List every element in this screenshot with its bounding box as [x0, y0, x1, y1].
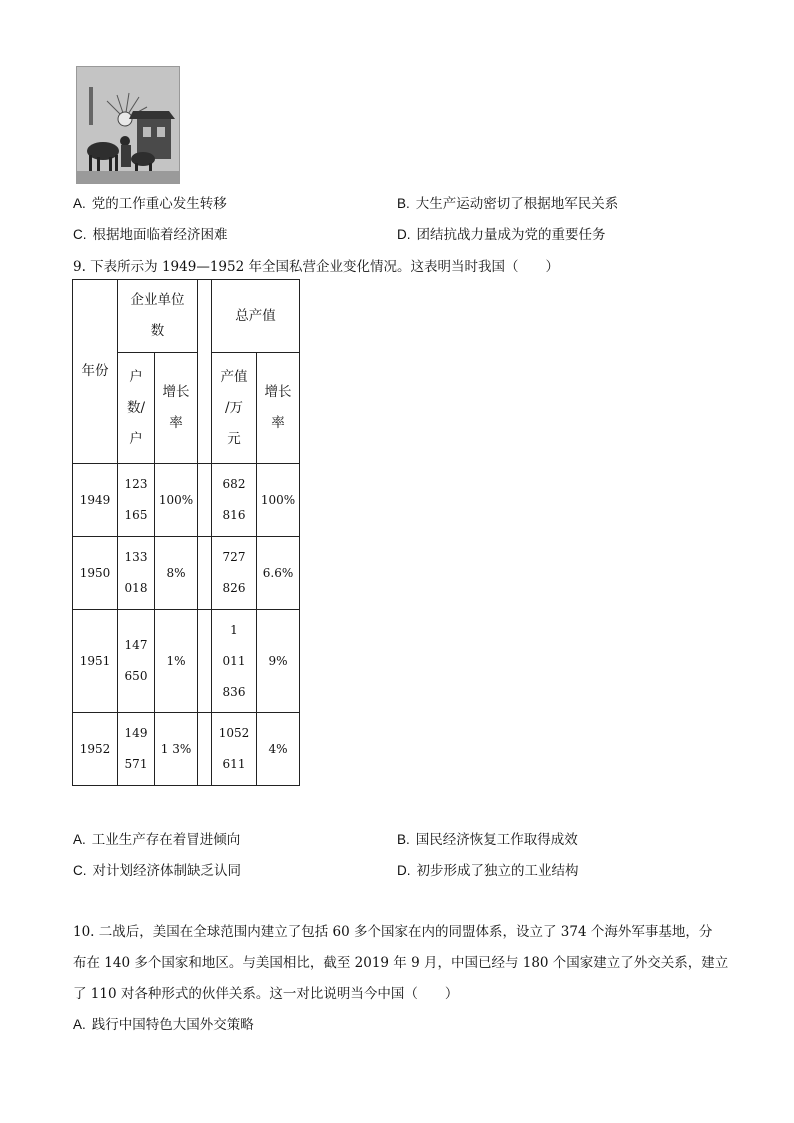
households-header-line2: 数/	[126, 399, 146, 416]
q10-line-3: 了 110 对各种形式的伙伴关系。这一对比说明当今中国（ ）	[73, 986, 459, 1002]
value-cell	[212, 537, 257, 610]
households-cell	[118, 537, 155, 610]
spacer-cell	[198, 464, 212, 537]
q9-table	[72, 279, 300, 786]
value-part: 826	[222, 581, 246, 595]
value-part: 682	[222, 477, 246, 491]
value-part: 1	[230, 622, 238, 637]
option-key: C.	[73, 227, 87, 242]
year-cell: 1951	[73, 610, 118, 713]
households-header-line3: 户	[129, 430, 143, 447]
growth2-header-line2: 率	[271, 415, 285, 431]
growth2-header-line1: 增长	[264, 384, 292, 400]
table-row	[73, 537, 300, 610]
year-cell: 1950	[73, 537, 118, 610]
q10-option-a[interactable]	[73, 1013, 254, 1033]
q9-option-d[interactable]	[397, 859, 579, 879]
growth2-cell: 4%	[257, 713, 300, 786]
q9-stem: 9. 下表所示为 1949—1952 年全国私营企业变化情况。这表明当时我国（ ）	[73, 259, 559, 275]
q10-line-1: 10. 二战后，美国在全球范围内建立了包括 60 多个国家在内的同盟体系，设立了 374 个海外军事基地，分	[73, 924, 713, 940]
growth2-header	[257, 353, 300, 464]
option-key: B.	[397, 196, 410, 211]
value-part: 727	[222, 550, 246, 564]
table-row	[73, 610, 300, 713]
value-part: 011	[222, 653, 246, 668]
spacer-cell	[198, 537, 212, 610]
q8-option-a[interactable]	[73, 192, 227, 212]
households-header	[118, 353, 155, 464]
spacer-column	[198, 280, 212, 464]
option-key: D.	[397, 227, 411, 242]
value-part: 836	[222, 684, 246, 699]
growth-header-line2: 率	[169, 415, 183, 431]
value-header-line2: /万	[224, 399, 244, 416]
option-key: B.	[397, 832, 410, 847]
option-text: 初步形成了独立的工业结构	[416, 863, 579, 879]
value-cell	[212, 464, 257, 537]
growth2-cell: 100%	[257, 464, 300, 537]
growth2-cell: 9%	[257, 610, 300, 713]
households-part: 650	[124, 669, 148, 683]
households-cell	[118, 610, 155, 713]
option-key: D.	[397, 863, 411, 878]
q10-line-2: 布在 140 多个国家和地区。与美国相比，截至 2019 年 9 月，中国已经与 180 个国家建立了外交关系，建立	[73, 955, 729, 971]
option-text: 根据地面临着经济困难	[92, 227, 228, 243]
households-part: 149	[124, 726, 148, 740]
option-text: 工业生产存在着冒进倾向	[91, 832, 241, 848]
q8-option-b[interactable]	[397, 192, 618, 212]
q8-option-d[interactable]	[397, 223, 606, 243]
value-part: 611	[222, 757, 246, 771]
option-text: 党的工作重心发生转移	[91, 196, 227, 212]
year-cell: 1949	[73, 464, 118, 537]
q9-option-c[interactable]	[73, 859, 241, 879]
q9-option-a[interactable]	[73, 828, 240, 848]
units-header-line2: 数	[150, 323, 165, 339]
table-row	[73, 464, 300, 537]
households-cell	[118, 464, 155, 537]
year-cell: 1952	[73, 713, 118, 786]
output-header: 总产值	[212, 280, 300, 353]
value-cell	[212, 610, 257, 713]
q9-option-b[interactable]	[397, 828, 578, 848]
growth-header-line1: 增长	[162, 384, 190, 400]
value-part: 1052	[218, 726, 250, 740]
option-key: C.	[73, 863, 87, 878]
households-part: 147	[124, 638, 148, 652]
value-header-line3: 元	[227, 430, 241, 447]
growth-cell: 1 3%	[155, 713, 198, 786]
spacer-cell	[198, 610, 212, 713]
option-text: 对计划经济体制缺乏认同	[92, 863, 241, 879]
value-part: 816	[222, 508, 246, 522]
growth-cell: 8%	[155, 537, 198, 610]
woodcut-scene	[77, 67, 179, 183]
units-header	[118, 280, 198, 353]
option-text: 国民经济恢复工作取得成效	[415, 832, 578, 848]
option-text: 大生产运动密切了根据地军民关系	[415, 196, 619, 212]
option-key: A.	[73, 1017, 86, 1032]
households-header-line1: 户	[129, 368, 143, 385]
households-part: 165	[124, 508, 148, 522]
option-key: A.	[73, 196, 86, 211]
households-part: 133	[124, 550, 148, 564]
value-cell	[212, 713, 257, 786]
woodcut-illustration	[76, 66, 180, 184]
q8-option-c[interactable]	[73, 223, 228, 243]
growth-cell: 100%	[155, 464, 198, 537]
value-header-line1: 产值	[220, 368, 248, 385]
growth-header	[155, 353, 198, 464]
option-text: 团结抗战力量成为党的重要任务	[416, 227, 606, 243]
growth2-cell: 6.6%	[257, 537, 300, 610]
table-row	[73, 713, 300, 786]
households-part: 571	[124, 757, 148, 771]
value-header	[212, 353, 257, 464]
units-header-line1: 企业单位	[130, 292, 185, 308]
households-part: 123	[124, 477, 148, 491]
option-text: 践行中国特色大国外交策略	[91, 1017, 254, 1033]
growth-cell: 1%	[155, 610, 198, 713]
spacer-cell	[198, 713, 212, 786]
households-cell	[118, 713, 155, 786]
year-header: 年份	[73, 280, 118, 464]
option-key: A.	[73, 832, 86, 847]
households-part: 018	[124, 581, 148, 595]
